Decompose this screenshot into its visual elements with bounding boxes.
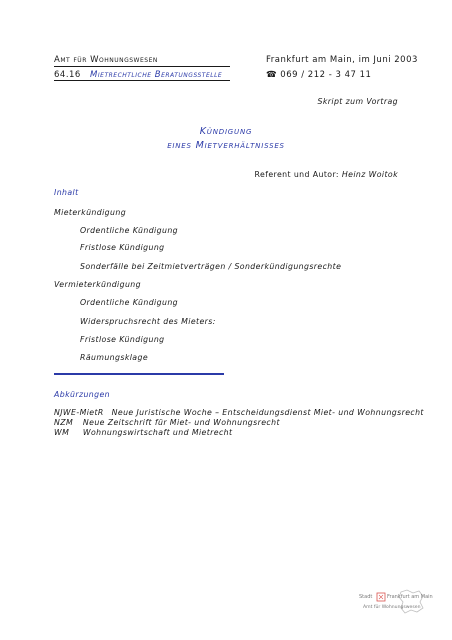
logo-text-c: Amt für Wohnungswesen [363, 605, 421, 610]
abbreviation-text: Neue Zeitschrift für Miet- und Wohnungsrecht [82, 418, 280, 427]
phone-line [266, 70, 371, 80]
author-name: Heinz Woitok [341, 170, 398, 179]
header-rule [54, 66, 230, 67]
script-note: Skript zum Vortrag [317, 97, 398, 106]
phone-number: 069 / 212 - 3 47 11 [280, 70, 372, 80]
toc-section-title: Vermieterkündigung [54, 280, 141, 289]
toc-item: Sonderfälle bei Zeitmietverträgen / Sonderkündigungsrechte [80, 262, 342, 271]
office-code: 64.16 [54, 70, 81, 80]
section-divider [54, 373, 224, 375]
abbreviation: NZM [54, 418, 74, 427]
toc-item: Ordentliche Kündigung [80, 226, 179, 235]
city-logo [357, 588, 435, 622]
toc-item: Fristlose Kündigung [80, 243, 165, 252]
toc-item: Ordentliche Kündigung [80, 298, 179, 307]
office-sub: Mietrechtliche Beratungsstelle [90, 70, 223, 80]
toc-item: Widerspruchsrecht des Mieters: [80, 317, 216, 326]
toc-section-title: Mieterkündigung [54, 208, 127, 217]
office-code-line [54, 70, 222, 80]
place-date: Frankfurt am Main, im Juni 2003 [266, 55, 418, 65]
toc-item: Fristlose Kündigung [80, 335, 165, 344]
abbreviation-text: Neue Juristische Woche – Entscheidungsdienst Miet- und Wohnungsrecht [111, 408, 424, 417]
abbreviations-heading: Abkürzungen [54, 390, 111, 399]
abbreviation-row [54, 408, 424, 417]
logo-text-b: Frankfurt am Main [387, 594, 433, 600]
office-name: Amt für Wohnungswesen [54, 55, 158, 65]
title-line-1: Kündigung [199, 126, 253, 137]
toc-heading: Inhalt [54, 188, 79, 197]
author-line [255, 170, 398, 179]
header-rule-2 [54, 80, 230, 81]
abbreviation-row [54, 428, 232, 437]
abbreviation-row [54, 418, 280, 427]
abbreviation: WM [54, 428, 70, 437]
abbreviation: NJWE-MietR [54, 408, 104, 417]
logo-text-a: Stadt [359, 594, 373, 600]
title-line-2: eines Mietverhältnisses [167, 140, 285, 151]
author-label: Referent und Autor: [254, 170, 339, 179]
abbreviation-text: Wohnungswirtschaft und Mietrecht [82, 428, 233, 437]
phone-icon: ☎ [266, 70, 278, 80]
toc-item: Räumungsklage [80, 353, 149, 362]
